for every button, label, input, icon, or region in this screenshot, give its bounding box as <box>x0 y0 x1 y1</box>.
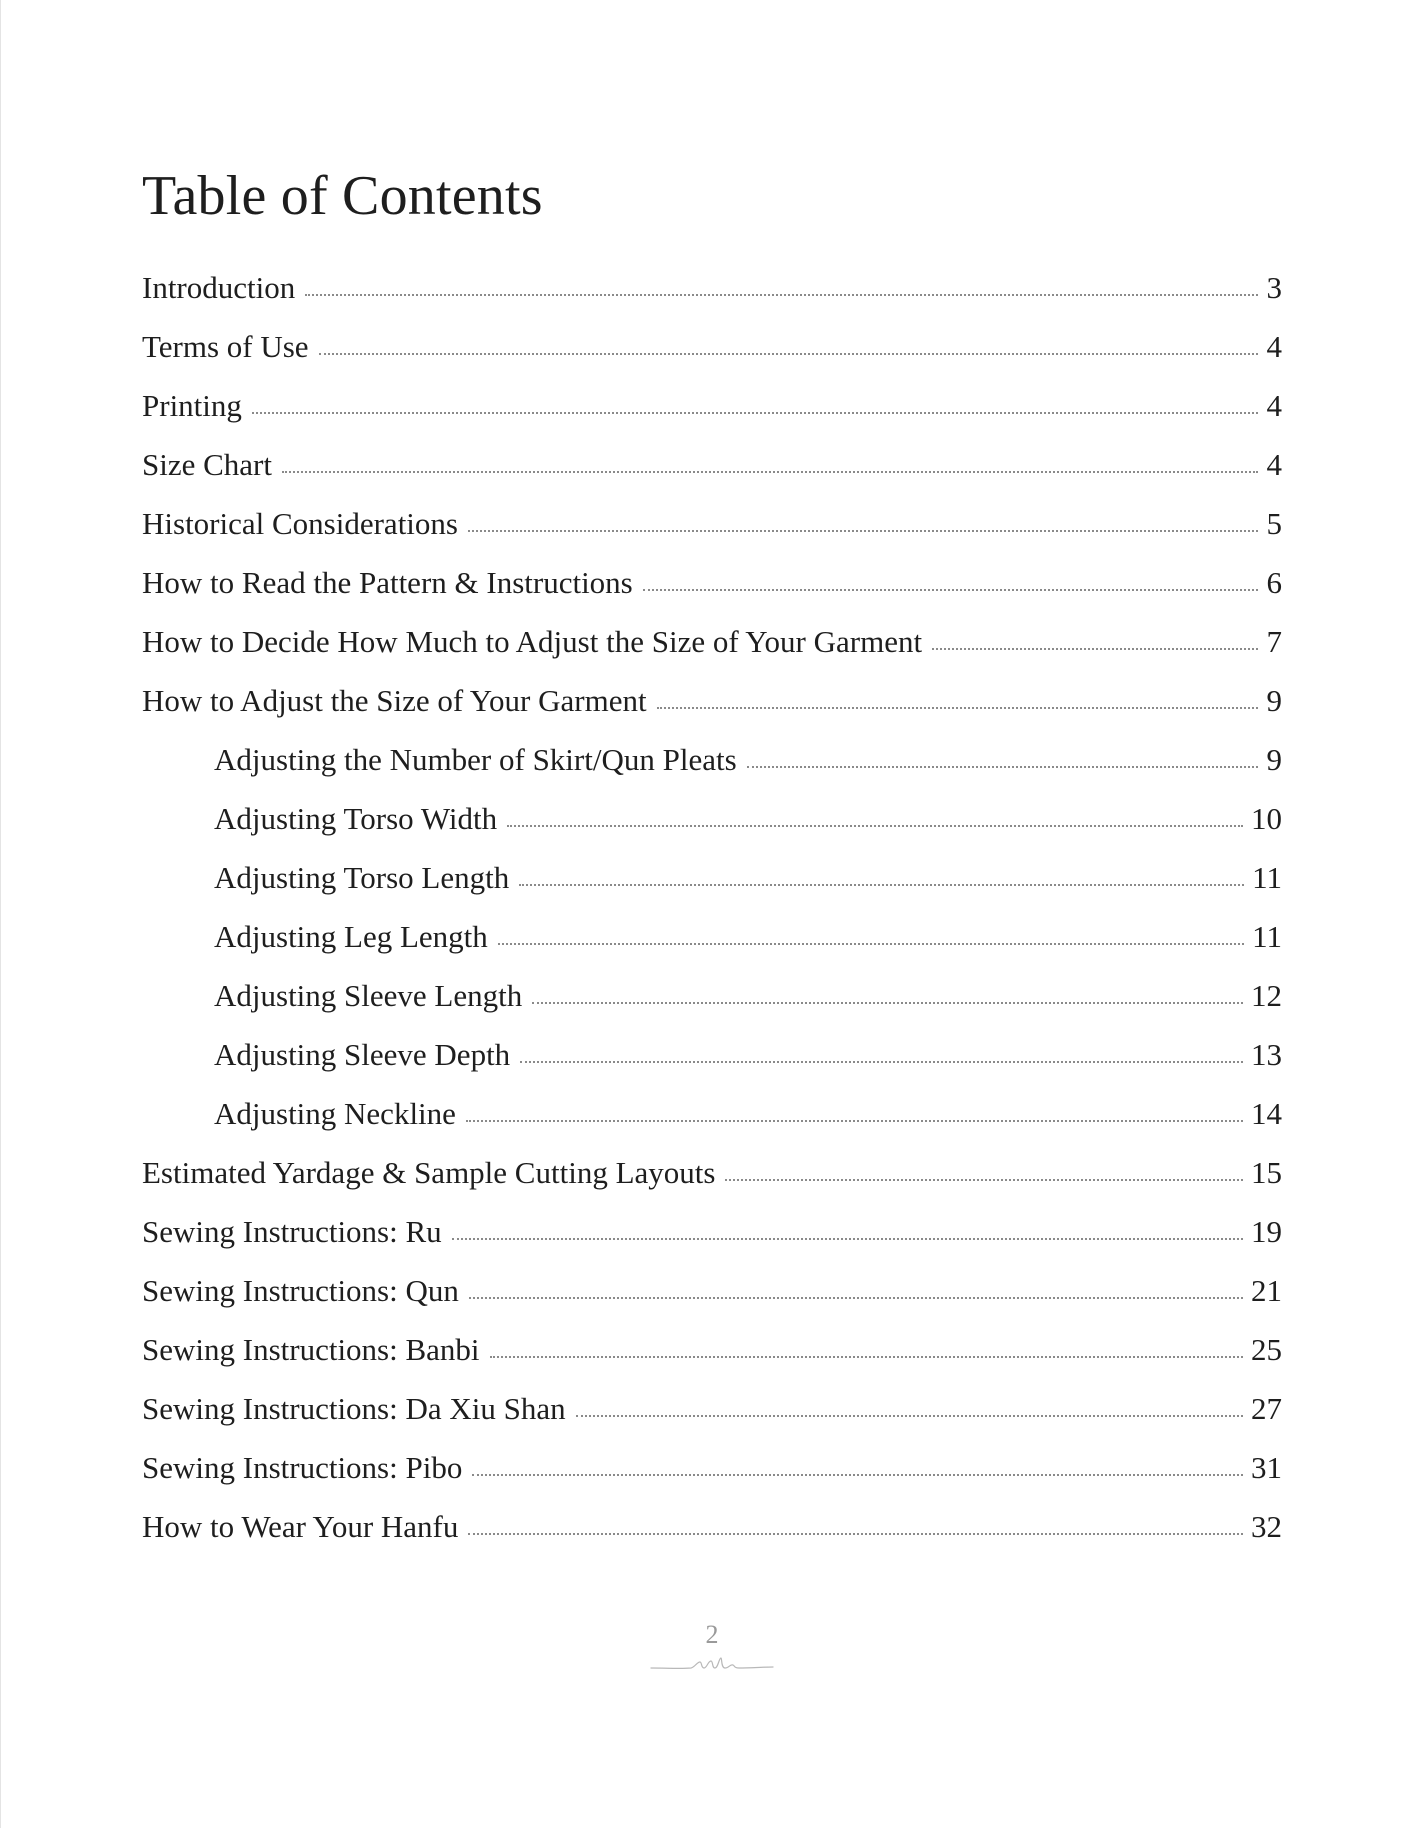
toc-entry[interactable] <box>142 681 1282 740</box>
toc-entry[interactable] <box>142 1212 1282 1271</box>
toc-entry-page-number: 5 <box>1266 506 1282 541</box>
toc-entry-page-number: 4 <box>1266 329 1282 364</box>
toc-entry[interactable] <box>142 799 1282 858</box>
page-footer <box>0 1620 1424 1676</box>
toc-entry-label: How to Decide How Much to Adjust the Size of Your Garment <box>142 624 923 659</box>
toc-entry[interactable] <box>142 327 1282 386</box>
toc-dot-leader <box>319 353 1258 355</box>
signature-logo-icon <box>647 1654 777 1676</box>
toc-entry-label: Size Chart <box>142 447 272 482</box>
toc-entry[interactable] <box>142 1389 1282 1448</box>
toc-entry-label: Introduction <box>142 270 296 305</box>
toc-dot-leader <box>643 589 1258 591</box>
page-edge <box>0 0 1 1828</box>
toc-dot-leader <box>282 471 1258 473</box>
toc-entry[interactable] <box>142 504 1282 563</box>
toc-dot-leader <box>305 294 1258 296</box>
toc-entry-page-number: 14 <box>1251 1096 1282 1131</box>
toc-entry-page-number: 4 <box>1266 388 1282 423</box>
toc-dot-leader <box>932 648 1258 650</box>
toc-entry-page-number: 15 <box>1251 1155 1282 1190</box>
toc-dot-leader <box>747 766 1258 768</box>
toc-entry-page-number: 19 <box>1251 1214 1282 1249</box>
toc-dot-leader <box>469 1297 1243 1299</box>
toc-dot-leader <box>520 1061 1243 1063</box>
toc-entry-page-number: 25 <box>1251 1332 1282 1367</box>
toc-dot-leader <box>657 707 1258 709</box>
toc-entry[interactable] <box>142 1448 1282 1507</box>
toc-entry-page-number: 3 <box>1266 270 1282 305</box>
toc-entry-page-number: 10 <box>1251 801 1282 836</box>
toc-entry-label: Historical Considerations <box>142 506 458 541</box>
toc-entry-label: Sewing Instructions: Banbi <box>142 1332 480 1367</box>
toc-entry-page-number: 32 <box>1251 1509 1282 1544</box>
toc-dot-leader <box>725 1179 1243 1181</box>
toc-entry-label: How to Read the Pattern & Instructions <box>142 565 633 600</box>
toc-dot-leader <box>507 825 1243 827</box>
toc-entry-page-number: 7 <box>1266 624 1282 659</box>
toc-entry-label: Terms of Use <box>142 329 309 364</box>
toc-entry-label: Sewing Instructions: Ru <box>142 1214 442 1249</box>
toc-entry[interactable] <box>142 1507 1282 1566</box>
toc-entry-label: Adjusting Torso Length <box>214 860 510 895</box>
toc-entry[interactable] <box>142 917 1282 976</box>
toc-entry[interactable] <box>142 445 1282 504</box>
toc-dot-leader <box>468 1533 1243 1535</box>
toc-entry-label: Adjusting Sleeve Length <box>214 978 523 1013</box>
toc-entry-label: Adjusting Neckline <box>214 1096 456 1131</box>
toc-entry-label: Adjusting Sleeve Depth <box>214 1037 511 1072</box>
toc-entry-page-number: 11 <box>1252 919 1282 954</box>
toc-entry-label: Sewing Instructions: Qun <box>142 1273 459 1308</box>
toc-entry-page-number: 6 <box>1266 565 1282 600</box>
toc-entry-page-number: 21 <box>1251 1273 1282 1308</box>
toc-dot-leader <box>490 1356 1243 1358</box>
toc-entry-label: Sewing Instructions: Pibo <box>142 1450 463 1485</box>
toc-dot-leader <box>252 412 1258 414</box>
toc-dot-leader <box>576 1415 1243 1417</box>
toc-entry[interactable] <box>142 1153 1282 1212</box>
toc-dot-leader <box>498 943 1244 945</box>
page-title: Table of Contents <box>142 165 543 227</box>
toc-entry-label: Adjusting Leg Length <box>214 919 488 954</box>
toc-entry-page-number: 9 <box>1266 742 1282 777</box>
toc-entry[interactable] <box>142 1094 1282 1153</box>
toc-entry[interactable] <box>142 1330 1282 1389</box>
toc-dot-leader <box>519 884 1244 886</box>
toc-entry[interactable] <box>142 858 1282 917</box>
toc-entry-label: Sewing Instructions: Da Xiu Shan <box>142 1391 566 1426</box>
table-of-contents <box>142 268 1282 1566</box>
toc-entry[interactable] <box>142 268 1282 327</box>
toc-entry-page-number: 31 <box>1251 1450 1282 1485</box>
toc-entry[interactable] <box>142 563 1282 622</box>
toc-entry-page-number: 11 <box>1252 860 1282 895</box>
toc-entry-label: Adjusting Torso Width <box>214 801 498 836</box>
toc-entry-page-number: 4 <box>1266 447 1282 482</box>
toc-entry-label: Printing <box>142 388 242 423</box>
toc-entry-page-number: 9 <box>1266 683 1282 718</box>
toc-entry-label: How to Wear Your Hanfu <box>142 1509 459 1544</box>
page-number: 2 <box>705 1620 719 1649</box>
toc-entry-page-number: 13 <box>1251 1037 1282 1072</box>
toc-entry-label: How to Adjust the Size of Your Garment <box>142 683 647 718</box>
toc-entry[interactable] <box>142 1035 1282 1094</box>
toc-dot-leader <box>466 1120 1243 1122</box>
toc-entry-page-number: 12 <box>1251 978 1282 1013</box>
toc-dot-leader <box>532 1002 1243 1004</box>
toc-entry[interactable] <box>142 622 1282 681</box>
toc-entry-label: Adjusting the Number of Skirt/Qun Pleats <box>214 742 737 777</box>
toc-entry[interactable] <box>142 740 1282 799</box>
toc-dot-leader <box>472 1474 1243 1476</box>
toc-entry-label: Estimated Yardage & Sample Cutting Layouts <box>142 1155 716 1190</box>
toc-dot-leader <box>452 1238 1243 1240</box>
toc-entry[interactable] <box>142 1271 1282 1330</box>
toc-entry[interactable] <box>142 976 1282 1035</box>
toc-dot-leader <box>468 530 1258 532</box>
toc-entry-page-number: 27 <box>1251 1391 1282 1426</box>
toc-entry[interactable] <box>142 386 1282 445</box>
